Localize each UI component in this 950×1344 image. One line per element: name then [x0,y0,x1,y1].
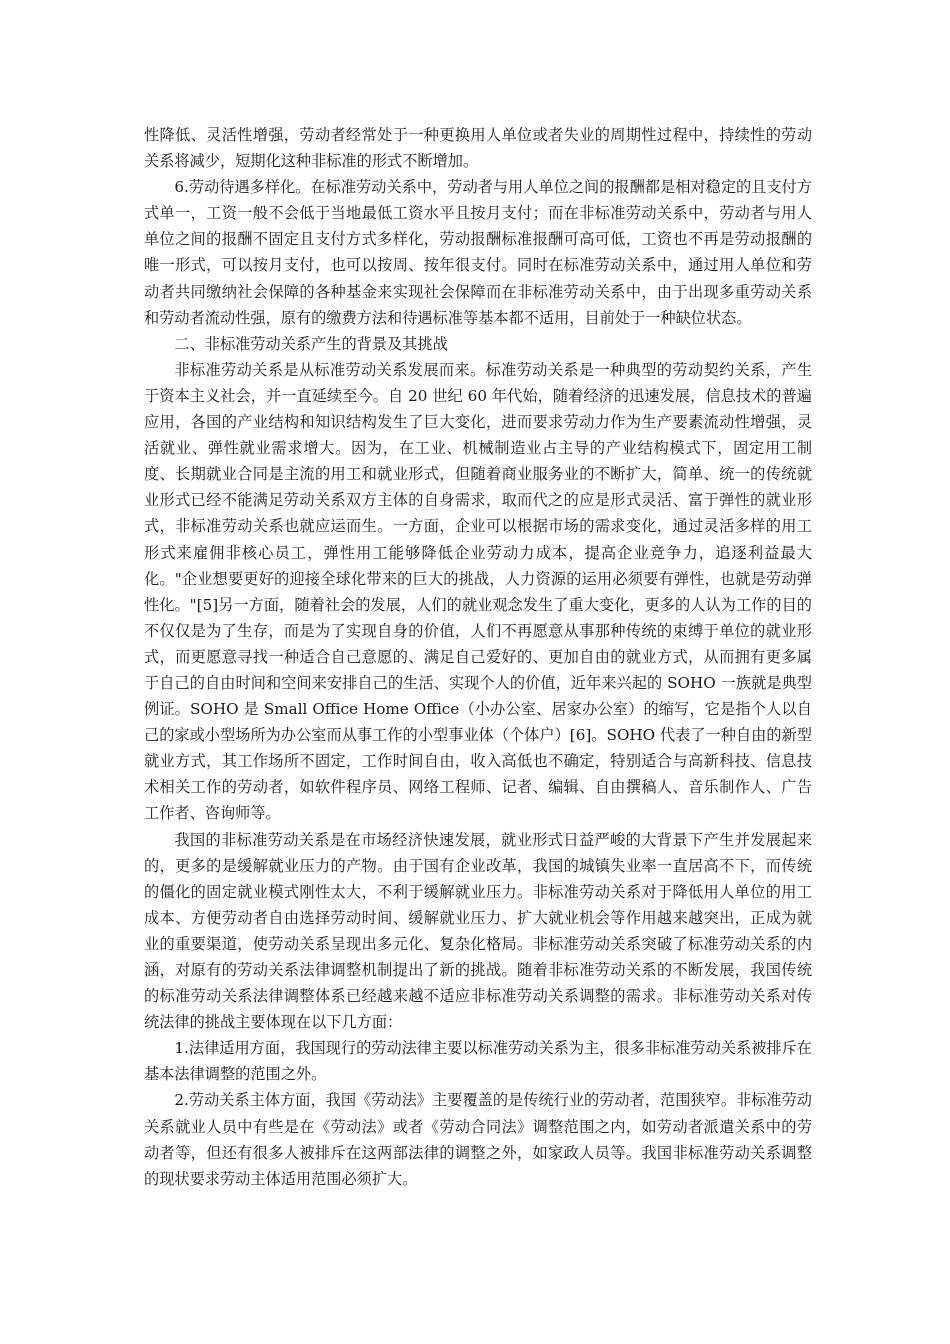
paragraph-labor-subject: 2.劳动关系主体方面，我国《劳动法》主要覆盖的是传统行业的劳动者，范围狭窄。非标准劳动关系就业人员中有些是在《劳动法》或者《劳动合同法》调整范围之内，如劳动者派遣关系中的劳动者等，但还有很多人被排斥在这两部法律的调整之外，如家政人员等。我国非标准劳动关系调整的现状要求劳动主体适用范围必须扩大。 [144,1091,812,1188]
paragraph-continuation: 性降低、灵活性增强，劳动者经常处于一种更换用人单位或者失业的周期性过程中，持续性的劳动关系将减少，短期化这种非标准的形式不断增加。 [144,126,812,171]
paragraph-background: 非标准劳动关系是从标准劳动关系发展而来。标准劳动关系是一种典型的劳动契约关系，产生于资本主义社会，并一直延续至今。自 20 世纪 60 年代始，随着经济的迅速发展，信息技术的普遍应用，各国的产业结构和知识结构发生了巨大变化，进而要求劳动力作为生产要素流动性增强，灵活就业、弹性就业需求增大。因为，在工业、机械制造业占主导的产业结构模式下，固定用工制度、长期就业合同是主流的用工和就业形式，但随着商业服务业的不断扩大，简单、统一的传统就业形式已经不能满足劳动关系双方主体的自身需求，取而代之的应是形式灵活、富于弹性的就业形式，非标准劳动关系也就应运而生。一方面，企业可以根据市场的需求变化，通过灵活多样的用工形式来雇佣非核心员工，弹性用工能够降低企业劳动力成本，提高企业竞争力，追逐利益最大化。"企业想要更好的迎接全球化带来的巨大的挑战，人力资源的运用必须要有弹性，也就是劳动弹性化。"[5]另一方面，随着社会的发展，人们的就业观念发生了重大变化，更多的人认为工作的目的不仅仅是为了生存，而是为了实现自身的价值，人们不再愿意从事那种传统的束缚于单位的就业形式，而更愿意寻找一种适合自己意愿的、满足自己爱好的、更加自由的就业方式，从而拥有更多属于自己的自由时间和空间来安排自己的生活、实现个人的价值，近年来兴起的 SOHO 一族就是典型例证。SOHO 是 Small Office Home Office（小办公室、居家办公室）的缩写，它是指个人以自己的家或小型场所为办公室而从事工作的小型事业体（个体户）[6]。SOHO 代表了一种自由的新型就业方式，其工作场所不固定，工作时间自由，收入高低也不确定，特别适合与高新科技、信息技术相关工作的劳动者，如软件程序员、网络工程师、记者、编辑、自由撰稿人、音乐制作人、广告工作者、咨询师等。 [144,360,812,823]
paragraph-labor-treatment: 6.劳动待遇多样化。在标准劳动关系中，劳动者与用人单位之间的报酬都是相对稳定的且支付方式单一，工资一般不会低于当地最低工资水平且按月支付；而在非标准劳动关系中，劳动者与用人单位之间的报酬不固定且支付方式多样化，劳动报酬标准报酬可高可低，工资也不再是劳动报酬的唯一形式，可以按月支付，也可以按周、按年很支付。同时在标准劳动关系中，通过用人单位和劳动者共同缴纳社会保障的各种基金来实现社会保障而在非标准劳动关系中，由于出现多重劳动关系和劳动者流动性强，原有的缴费方法和待遇标准等基本都不适用，目前处于一种缺位状态。 [144,178,812,327]
document-page [144,122,812,1192]
paragraph-china-context: 我国的非标准劳动关系是在市场经济快速发展，就业形式日益严峻的大背景下产生并发展起来的，更多的是缓解就业压力的产物。由于国有企业改革，我国的城镇失业率一直居高不下，而传统的僵化的固定就业模式刚性太大，不利于缓解就业压力。非标准劳动关系对于降低用人单位的用工成本、方便劳动者自由选择劳动时间、缓解就业压力、扩大就业机会等作用越来越突出，正成为就业的重要渠道，使劳动关系呈现出多元化、复杂化格局。非标准劳动关系突破了标准劳动关系的内涵，对原有的劳动关系法律调整机制提出了新的挑战。随着非标准劳动关系的不断发展，我国传统的标准劳动关系法律调整体系已经越来越不适应非标准劳动关系调整的需求。非标准劳动关系对传统法律的挑战主要体现在以下几方面： [144,830,812,1032]
section-heading: 二、非标准劳动关系产生的背景及其挑战 [174,334,448,353]
paragraph-legal-application: 1.法律适用方面，我国现行的劳动法律主要以标准劳动关系为主，很多非标准劳动关系被排斥在基本法律调整的范围之外。 [144,1039,812,1084]
